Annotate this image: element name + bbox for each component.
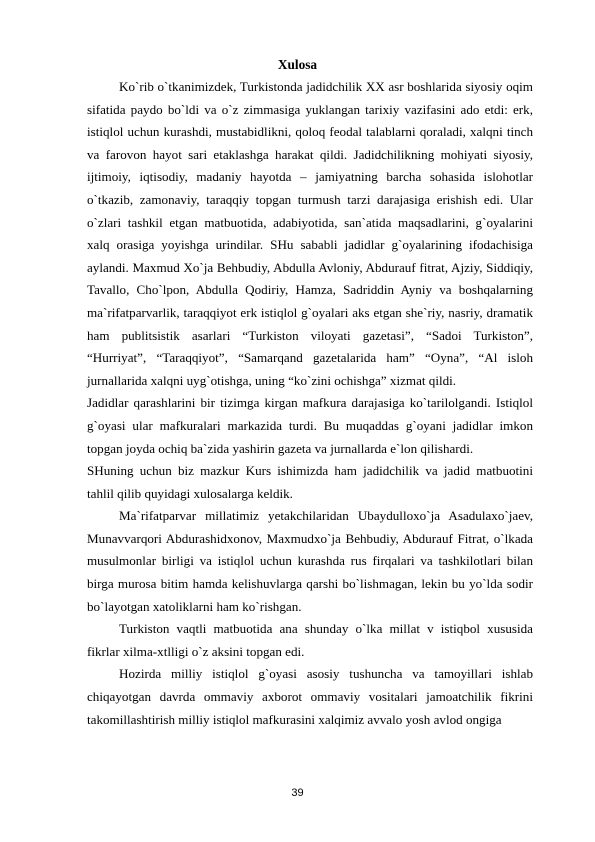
paragraph-present: Hozirda milliy istiqlol g`oyasi asosiy tushuncha va tamoyillari ishlab chiqayotgan davrda ommaviy axborot ommaviy vositalari jamoatchilik fikrini takomillashtirish milliy istiqlol mafkurasini xalqimiz avvalo yosh avlod ongiga — [87, 666, 533, 727]
paragraph-conclusion-lead: SHuning uchun biz mazkur Kurs ishimizda ham jadidchilik va jadid matbuotini tahlil qilib quyidagi xulosalarga keldik. — [87, 463, 533, 501]
paragraph-intro: Ko`rib o`tkanimizdek, Turkistonda jadidchilik XX asr boshlarida siyosiy oqim sifatida paydo bo`ldi va o`z zimmasiga yuklangan tarixiy vazifasini ado etdi: erk, istiqlol uchun kurashdi, mustabidlikni, qoloq feodal talablarni qoraladi, xalqni tinch va farovon hayot sari etaklashga harakat qildi. Jadidchilikning mohiyati siyosiy, ijtimoiy, iqtisodiy, madaniy hayotda – jamiyatning barcha sohasida islohotlar o`tkazib, zamonaviy, taraqqiy topgan turmush tarzi darajasiga erishish edi. Ular o`zlari tashkil etgan matbuotida, adabiyotida, san`atida maqsadlarini, g`oyalarini xalq orasiga yoyishga urindilar. SHu sababli jadidlar g`oyalarining ifodachisiga aylandi. Maxmud Xo`ja Behbudiy, Abdulla Avloniy, Abdurauf fitrat, Ajziy, Siddiqiy, Tavallo, Cho`lpon, Abdulla Qodiriy, Hamza, Sadriddin Ayniy va boshqalarning ma`rifatparvarlik, taraqqiyot erk istiqlol g`oyalari aks etgan she`riy, nasriy, dramatik ham publitsistik asarlari “Turkiston viloyati gazetasi”, “Sadoi Turkiston”, “Hurriyat”, “Taraqqiyot”, “Samarqand gazetalarida ham” “Oyna”, “Al isloh jurnallarida xalqni uyg`otishga, uning “ko`zini ochishga” xizmat qildi. — [87, 79, 533, 388]
paragraph-press: Turkiston vaqtli matbuotida ana shunday o`lka millat v istiqbol xususida fikrlar xilma-xtlligi o`z aksini topgan edi. — [87, 621, 533, 659]
paragraph-ideology: Jadidlar qarashlarini bir tizimga kirgan mafkura darajasiga ko`tarilolgandi. Istiqlol g`oyasi ular mafkuralari markazida turdi. Bu muqaddas g`oyani jadidlar imkon topgan joyda ochiq ba`zida yashirin gazeta va jurnallarda e`lon qilishardi. — [87, 395, 533, 456]
page-title: Xulosa — [277, 57, 318, 72]
document-body — [87, 76, 533, 731]
paragraph-leaders: Ma`rifatparvar millatimiz yetakchilaridan Ubaydulloxo`ja Asadulaxo`jaev, Munavvarqori Abdurashidxonov, Maxmudxo`ja Behbudiy, Abdurauf Fitrat, o`lkada musulmonlar birligi va istiqlol uchun kurashda rus firqalari va tashkilotlari bilan birga murosa bitim hamda kelishuvlarga qarshi bo`lishmagan, lekin bu yo`lda sodir bo`layotgan xatoliklarni ham ko`rishgan. — [87, 508, 533, 614]
page-number: 39 — [291, 787, 304, 799]
